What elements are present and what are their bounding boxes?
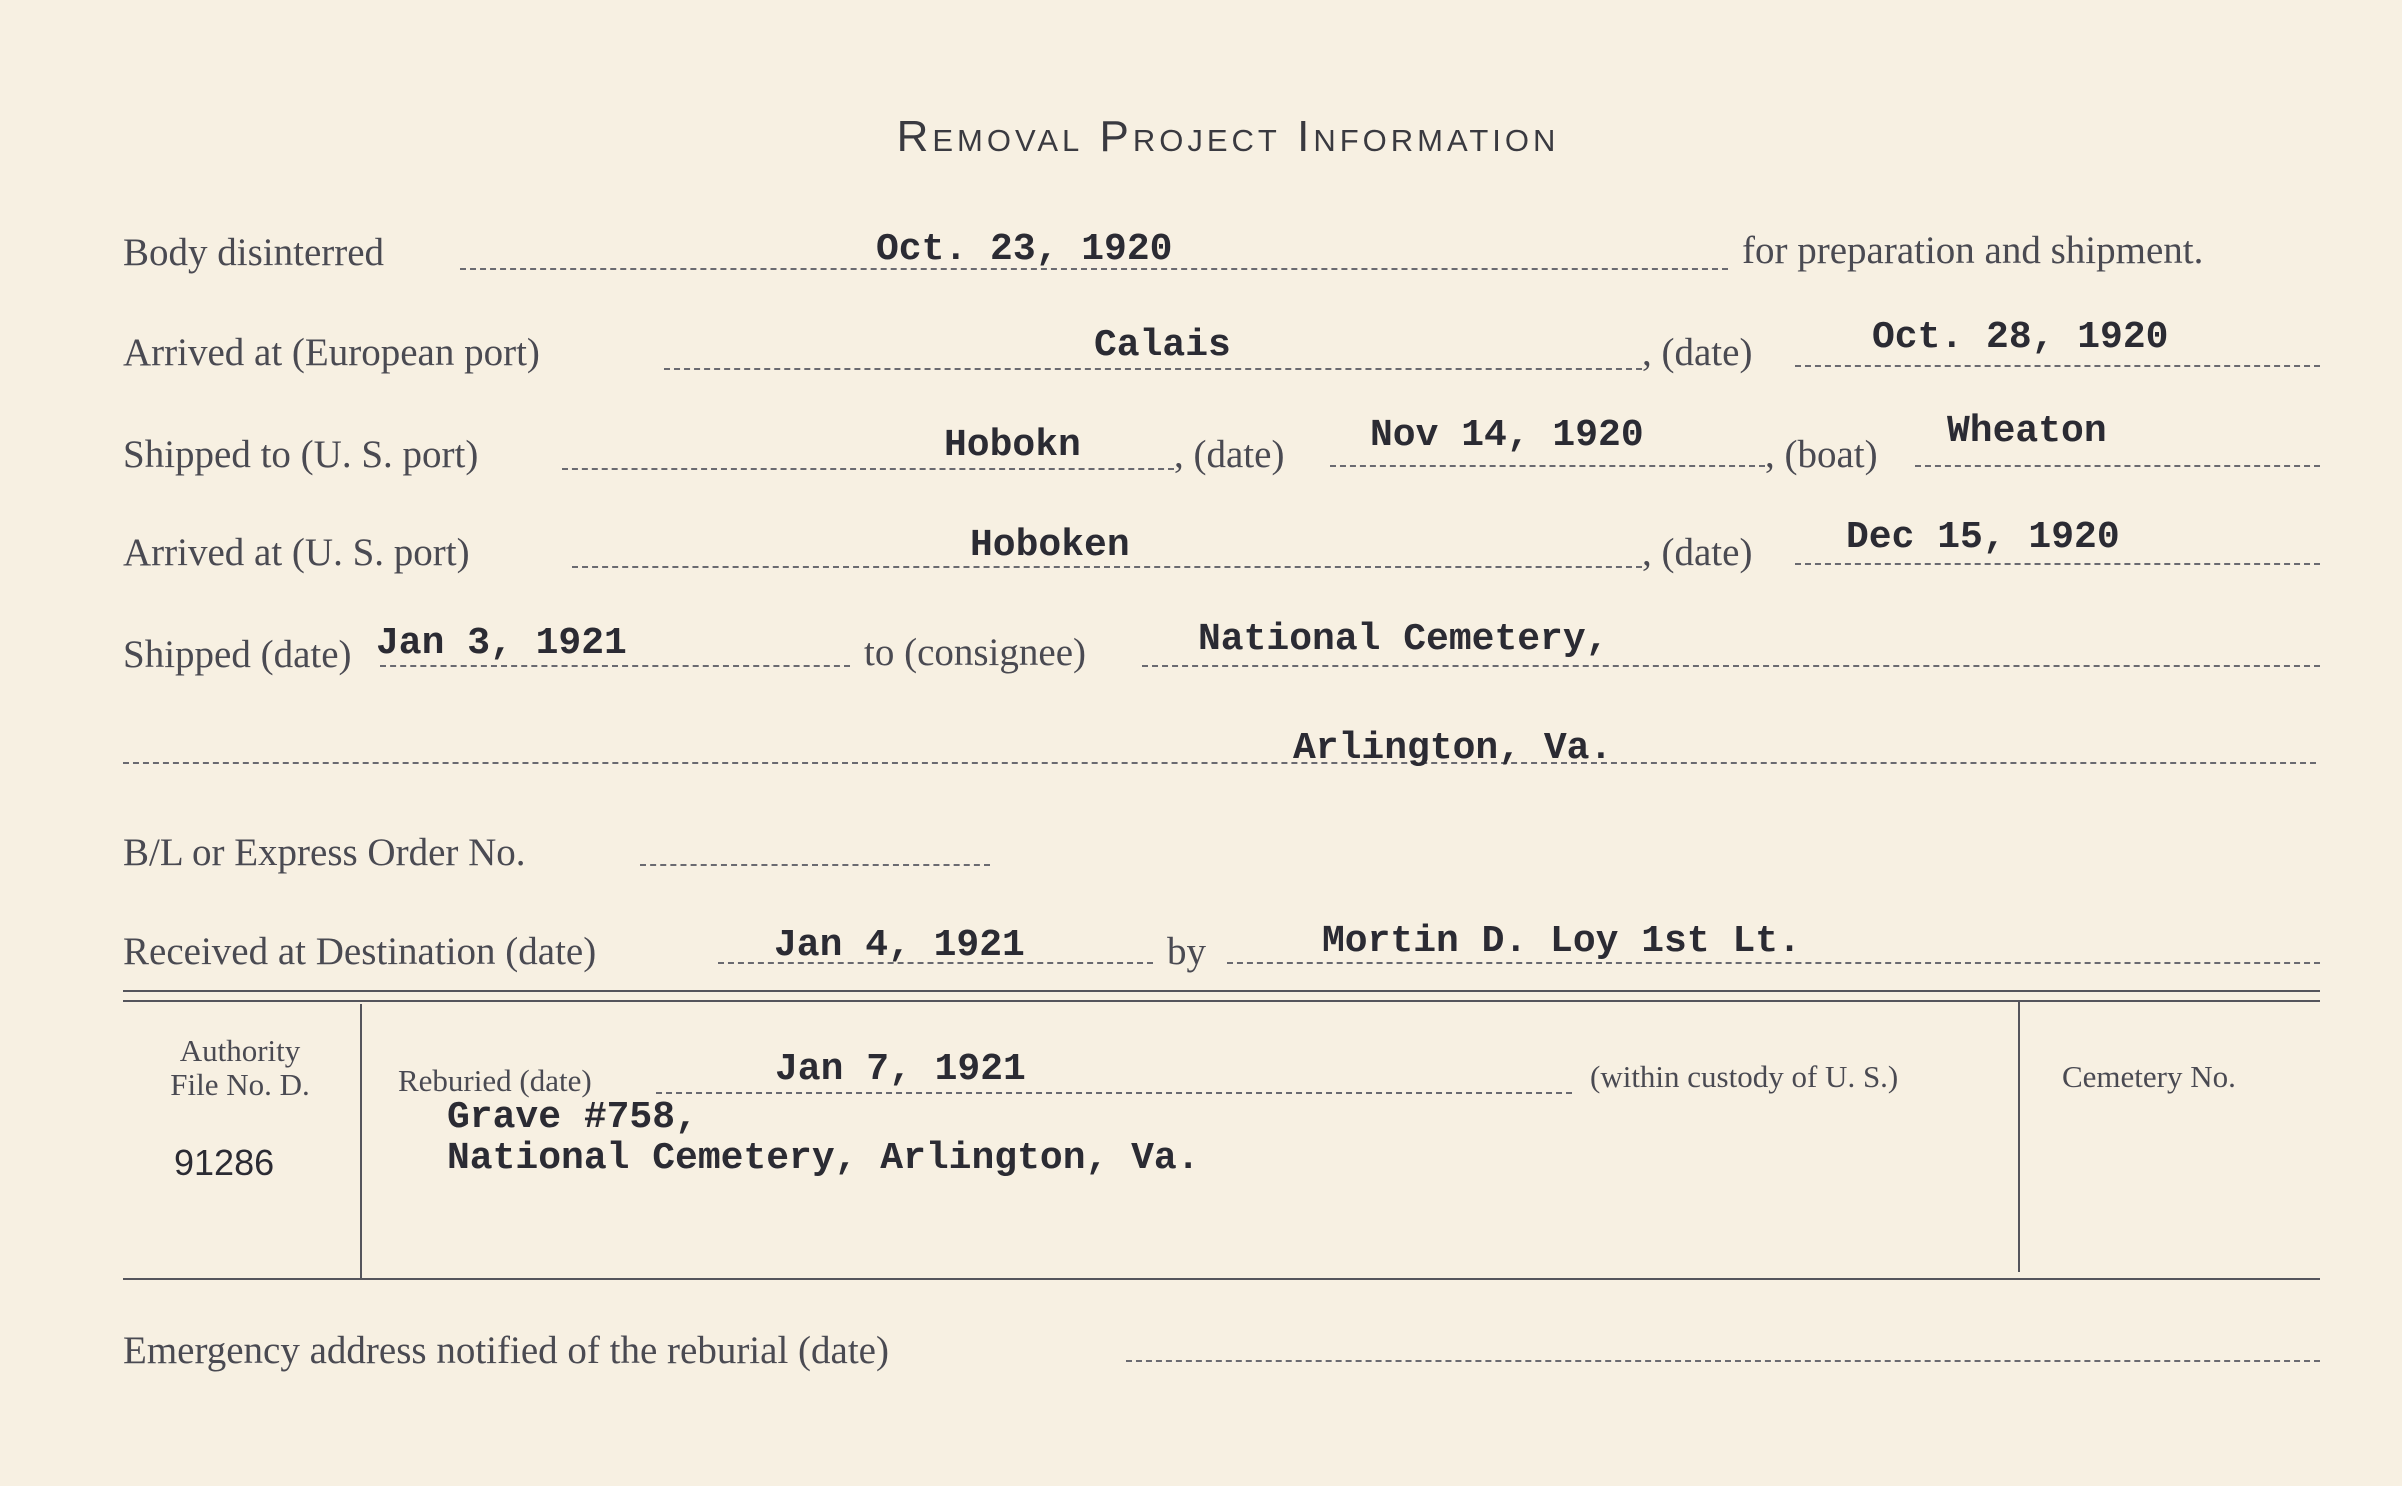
bl-order-line <box>640 864 990 866</box>
reburied-label: Reburied (date) <box>398 1063 592 1098</box>
reburied-line <box>656 1092 1572 1094</box>
consignee-line-2 <box>123 762 2316 764</box>
file-number: 91286 <box>174 1142 275 1183</box>
grave-line-2: National Cemetery, Arlington, Va. <box>447 1137 1200 1180</box>
arrived-european-date: Oct. 28, 1920 <box>1872 316 2169 359</box>
shipped-us-port: Hobokn <box>944 424 1081 467</box>
shipped-us-label: Shipped to (U. S. port) <box>123 433 479 476</box>
arrived-us-date-line <box>1795 563 2320 565</box>
arrived-european-date-line <box>1795 365 2320 367</box>
authority-line-1: Authority <box>179 1033 301 1068</box>
cemetery-no-label: Cemetery No. <box>2062 1059 2236 1094</box>
consignee-label: to (consignee) <box>864 631 1087 674</box>
shipped-us-date-line <box>1330 465 1765 467</box>
shipped-us-boat: Wheaton <box>1947 410 2107 453</box>
box-top-rule-2 <box>123 1000 2320 1002</box>
bl-order-label: B/L or Express Order No. <box>123 831 526 874</box>
grave-line-1: Grave #758, <box>447 1096 698 1139</box>
received-by: Mortin D. Loy 1st Lt. <box>1322 920 1801 963</box>
body-disinterred-label: Body disinterred <box>123 231 385 274</box>
reburied-date: Jan 7, 1921 <box>775 1048 1026 1091</box>
body-disinterred-suffix: for preparation and shipment. <box>1742 229 2204 272</box>
box-top-rule <box>123 990 2320 992</box>
emergency-line <box>1126 1360 2320 1362</box>
body-disinterred-value: Oct. 23, 1920 <box>876 228 1173 271</box>
box-bottom-rule <box>123 1278 2320 1280</box>
arrived-us-date-label: , (date) <box>1642 531 1753 574</box>
shipped-us-date: Nov 14, 1920 <box>1370 414 1644 457</box>
custody-label: (within custody of U. S.) <box>1590 1059 1899 1094</box>
card-title: Removal Project Information <box>896 112 1560 161</box>
box-divider-left <box>360 1004 362 1278</box>
arrived-european-date-label: , (date) <box>1642 331 1753 374</box>
shipped-us-boat-label: , (boat) <box>1765 433 1878 476</box>
shipped-us-date-label: , (date) <box>1174 433 1285 476</box>
box-divider-right <box>2018 1000 2020 1272</box>
arrived-us-date: Dec 15, 1920 <box>1846 516 2120 559</box>
received-by-label: by <box>1167 930 1206 973</box>
consignee-value-2: Arlington, Va. <box>1293 727 1613 770</box>
arrived-european-port: Calais <box>1094 324 1231 367</box>
shipped-us-boat-line <box>1915 465 2320 467</box>
consignee-line <box>1142 665 2320 667</box>
authority-label <box>140 1034 340 1102</box>
arrived-european-line <box>664 368 1642 370</box>
emergency-label: Emergency address notified of the reburial (date) <box>123 1329 889 1372</box>
arrived-us-port: Hoboken <box>970 524 1130 567</box>
received-date: Jan 4, 1921 <box>774 924 1025 967</box>
arrived-us-label: Arrived at (U. S. port) <box>123 531 470 574</box>
shipped-date-value: Jan 3, 1921 <box>376 622 627 665</box>
shipped-date-label: Shipped (date) <box>123 633 352 676</box>
consignee-value: National Cemetery, <box>1198 618 1609 661</box>
shipped-date-line <box>380 665 850 667</box>
received-label: Received at Destination (date) <box>123 930 597 973</box>
authority-line-2: File No. D. <box>170 1067 310 1102</box>
arrived-european-label: Arrived at (European port) <box>123 331 540 374</box>
shipped-us-line <box>562 468 1174 470</box>
